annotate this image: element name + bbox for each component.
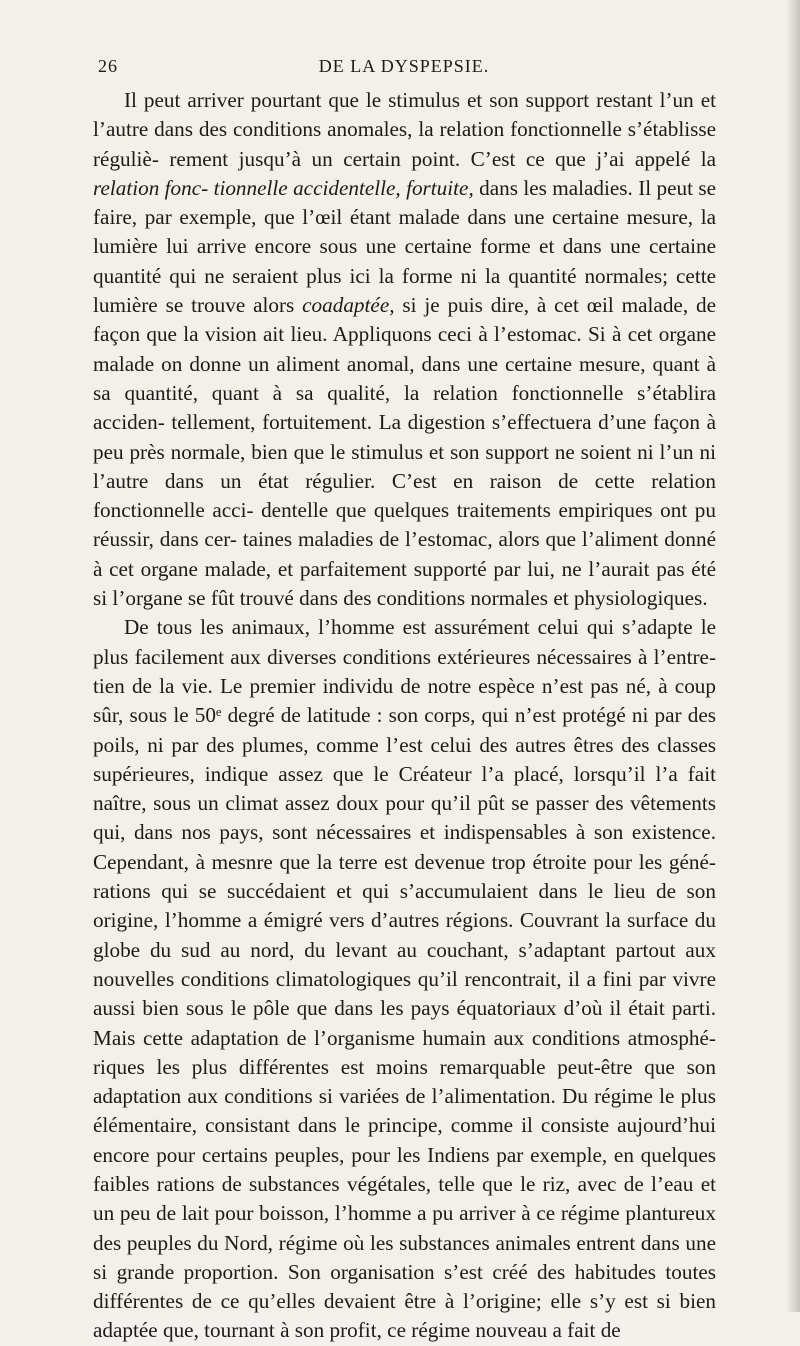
text-segment: dans les maladies. Il peut se faire, par exemple, que l’œil étant malade dans une certaine mesure, la lumière lui arrive encore sous une certaine forme et dans une certaine quantité qui ne seraient plus ici la forme ni la quantité normales; cette lumière se trouve alors <box>93 175 716 318</box>
text-segment: si je puis dire, à cet œil malade, de façon que la vision ait lieu. Appliquons ceci à l’estomac. Si à cet organe malade on donne un aliment anomal, dans une certaine mesure, quant à sa quantité, quant à sa qualité, la relation fonctionnelle s’établira acciden- tellement, fortuitement. La digestion s’effectuera d’une façon à peu près normale, bien que le stimulus et son support ne soient ni l’un ni l’autre dans un état régulier. C’est en raison de cette relation fonctionnelle acci- dentelle que quelques traitements empiriques ont pu réussir, dans cer- taines maladies de l’estomac, alors que l’aliment donné à cet organe malade, et parfaitement supporté par lui, ne l’aurait pas été si l’organe se fût trouvé dans des conditions normales et physiologiques. <box>93 293 716 611</box>
italic-term: coadaptée, <box>302 293 395 318</box>
page-edge-shadow <box>786 0 800 1312</box>
body-text <box>93 86 716 1346</box>
running-title: DE LA DYSPEPSIE. <box>318 56 490 76</box>
paragraph <box>93 86 716 613</box>
paragraph: De tous les animaux, l’homme est assurément celui qui s’adapte le plus facilement aux diverses conditions extérieures nécessaires à l’entre- tien de la vie. Le premier individu de notre espèce n’est pas né, à coup sûr, sous le 50ᵉ degré de latitude : son corps, qui n’est protégé ni par des poils, ni par des plumes, comme l’est celui des autres êtres des classes supérieures, indique assez que le Créateur l’a placé, lorsqu’il l’a fait naître, sous un climat assez doux pour qu’il pût se passer des vêtements qui, dans nos pays, sont nécessaires et indispensables à son existence. Cependant, à mesnre que la terre est devenue trop étroite pour les géné- rations qui se succédaient et qui s’accumulaient dans le lieu de son origine, l’homme a émigré vers d’autres régions. Couvrant la surface du globe du sud au nord, du levant au couchant, s’adaptant partout aux nouvelles conditions climatologiques qu’il rencontrait, il a fini par vivre aussi bien sous le pôle que dans les pays équatoriaux d’où il était parti. Mais cette adaptation de l’organisme humain aux conditions atmosphé- riques les plus différentes est moins remarquable peut-être que son adaptation aux conditions si variées de l’alimentation. Du régime le plus élémentaire, consistant dans le principe, comme il consiste aujourd’hui encore pour certains peuples, pour les Indiens par exemple, en quelques faibles rations de substances végétales, telle que le riz, avec de l’eau et un peu de lait pour boisson, l’homme a pu arriver à ce régime plantureux des peuples du Nord, régime où les substances animales entrent dans une si grande proportion. Son organisation s’est créé des habitudes toutes différentes de ce qu’elles devaient être à l’origine; elle s’y est si bien adaptée que, tournant à son profit, ce régime nouveau a fait de <box>93 615 716 1343</box>
text-segment: Il peut arriver pourtant que le stimulus et son support restant l’un et l’autre dans des conditions anomales, la relation fonctionnelle s’établisse réguliè- rement jusqu’à un certain point. C’est ce que j’ai appelé la <box>93 88 716 171</box>
page-number: 26 <box>98 56 118 76</box>
italic-term: relation fonc- tionnelle accidentelle, fortuite, <box>93 175 474 200</box>
page-header <box>98 56 710 80</box>
